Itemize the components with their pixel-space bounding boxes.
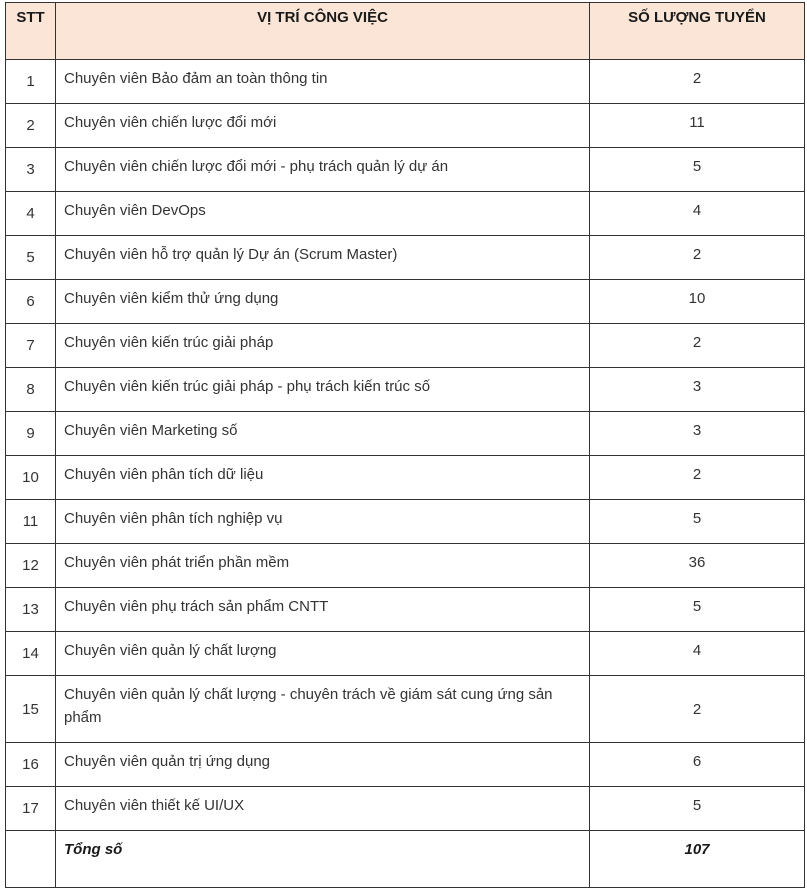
row-position: Chuyên viên DevOps — [56, 192, 590, 236]
row-quantity: 10 — [590, 280, 805, 324]
row-position: Chuyên viên kiến trúc giải pháp — [56, 324, 590, 368]
row-quantity: 11 — [590, 104, 805, 148]
row-stt: 3 — [6, 148, 56, 192]
row-quantity: 5 — [590, 588, 805, 632]
table-row — [6, 148, 805, 192]
header-position: VỊ TRÍ CÔNG VIỆC — [56, 3, 590, 60]
row-quantity: 2 — [590, 324, 805, 368]
table-row — [6, 280, 805, 324]
row-stt: 5 — [6, 236, 56, 280]
row-quantity: 36 — [590, 544, 805, 588]
row-stt: 1 — [6, 60, 56, 104]
row-stt: 8 — [6, 368, 56, 412]
row-position: Chuyên viên phát triển phần mềm — [56, 544, 590, 588]
table-row — [6, 632, 805, 676]
row-quantity: 6 — [590, 743, 805, 787]
row-quantity: 2 — [590, 676, 805, 743]
table-row — [6, 787, 805, 831]
row-quantity: 5 — [590, 787, 805, 831]
row-stt: 17 — [6, 787, 56, 831]
table-row — [6, 743, 805, 787]
row-stt: 12 — [6, 544, 56, 588]
row-stt: 10 — [6, 456, 56, 500]
total-stt-empty — [6, 831, 56, 888]
row-position: Chuyên viên Marketing số — [56, 412, 590, 456]
row-stt: 11 — [6, 500, 56, 544]
row-stt: 15 — [6, 676, 56, 743]
row-stt: 9 — [6, 412, 56, 456]
row-position: Chuyên viên chiến lược đổi mới — [56, 104, 590, 148]
row-position: Chuyên viên Bảo đảm an toàn thông tin — [56, 60, 590, 104]
row-position: Chuyên viên kiểm thử ứng dụng — [56, 280, 590, 324]
total-label: Tổng số — [56, 831, 590, 888]
header-stt: STT — [6, 3, 56, 60]
table-row — [6, 192, 805, 236]
row-stt: 7 — [6, 324, 56, 368]
table-row — [6, 412, 805, 456]
row-quantity: 2 — [590, 236, 805, 280]
table-row — [6, 324, 805, 368]
table-row — [6, 588, 805, 632]
row-position: Chuyên viên phân tích nghiệp vụ — [56, 500, 590, 544]
table-row — [6, 456, 805, 500]
row-position: Chuyên viên quản lý chất lượng — [56, 632, 590, 676]
row-quantity: 5 — [590, 500, 805, 544]
row-quantity: 3 — [590, 412, 805, 456]
row-position: Chuyên viên chiến lược đổi mới - phụ trách quản lý dự án — [56, 148, 590, 192]
table-row — [6, 104, 805, 148]
row-stt: 6 — [6, 280, 56, 324]
row-position: Chuyên viên quản trị ứng dụng — [56, 743, 590, 787]
row-stt: 4 — [6, 192, 56, 236]
row-quantity: 2 — [590, 456, 805, 500]
row-stt: 16 — [6, 743, 56, 787]
table-row — [6, 60, 805, 104]
table-header-row — [6, 3, 805, 60]
table-row — [6, 236, 805, 280]
table-row — [6, 676, 805, 743]
job-openings-table — [5, 2, 805, 888]
row-quantity: 4 — [590, 192, 805, 236]
row-stt: 14 — [6, 632, 56, 676]
total-quantity: 107 — [590, 831, 805, 888]
row-quantity: 2 — [590, 60, 805, 104]
row-position: Chuyên viên thiết kế UI/UX — [56, 787, 590, 831]
table-row — [6, 544, 805, 588]
row-stt: 2 — [6, 104, 56, 148]
row-position: Chuyên viên phụ trách sản phẩm CNTT — [56, 588, 590, 632]
row-position: Chuyên viên phân tích dữ liệu — [56, 456, 590, 500]
row-position: Chuyên viên quản lý chất lượng - chuyên trách về giám sát cung ứng sản phẩm — [56, 676, 590, 743]
header-quantity: SỐ LƯỢNG TUYỂN — [590, 3, 805, 60]
row-quantity: 5 — [590, 148, 805, 192]
row-quantity: 4 — [590, 632, 805, 676]
row-stt: 13 — [6, 588, 56, 632]
total-row — [6, 831, 805, 888]
row-position: Chuyên viên kiến trúc giải pháp - phụ trách kiến trúc số — [56, 368, 590, 412]
table-row — [6, 500, 805, 544]
row-position: Chuyên viên hỗ trợ quản lý Dự án (Scrum Master) — [56, 236, 590, 280]
table-row — [6, 368, 805, 412]
row-quantity: 3 — [590, 368, 805, 412]
